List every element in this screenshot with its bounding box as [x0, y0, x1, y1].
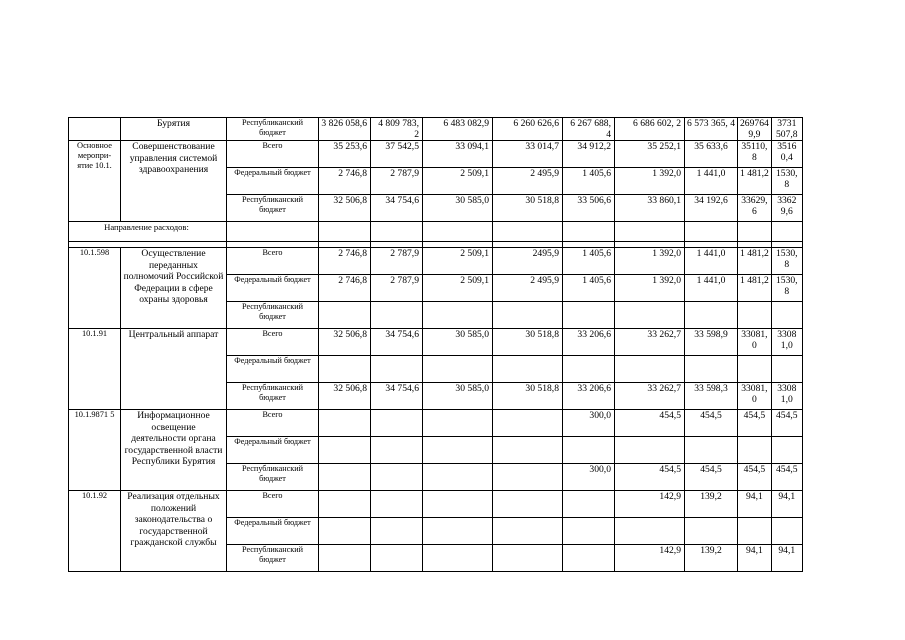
value-cell: 1 441,0 [685, 248, 738, 275]
value-cell [563, 491, 615, 518]
value-cell: 454,5 [615, 410, 685, 437]
value-cell: 94,1 [771, 545, 802, 572]
value-cell: 33 262,7 [615, 329, 685, 356]
funding-source-cell: Федеральный бюджет [227, 356, 319, 383]
value-cell: 33 014,7 [493, 141, 563, 168]
code-cell: 10.1.91 [69, 329, 121, 410]
value-cell: 2 746,8 [319, 168, 371, 195]
value-cell: 35 633,6 [685, 141, 738, 168]
budget-table [68, 117, 803, 572]
value-cell: 2 509,1 [423, 275, 493, 302]
value-cell: 3362 9,6 [771, 195, 802, 222]
value-cell [371, 545, 423, 572]
value-cell: 3308 1,0 [771, 383, 802, 410]
value-cell: 3731 507,8 [771, 118, 802, 141]
value-cell: 2 509,1 [423, 168, 493, 195]
value-cell: 1 405,6 [563, 275, 615, 302]
funding-source-cell: Всего [227, 410, 319, 437]
value-cell: 300,0 [563, 464, 615, 491]
value-cell [423, 464, 493, 491]
value-cell: 33 206,6 [563, 383, 615, 410]
empty-cell [319, 222, 371, 242]
value-cell: 3516 0,4 [771, 141, 802, 168]
value-cell: 454,5 [615, 464, 685, 491]
value-cell [685, 437, 738, 464]
value-cell: 2495,9 [493, 248, 563, 275]
value-cell: 34 192,6 [685, 195, 738, 222]
value-cell [563, 437, 615, 464]
value-cell [493, 464, 563, 491]
value-cell [493, 410, 563, 437]
value-cell [493, 302, 563, 329]
value-cell: 6 483 082,9 [423, 118, 493, 141]
value-cell: 1530, 8 [771, 168, 802, 195]
value-cell: 34 754,6 [371, 329, 423, 356]
value-cell: 454,5 [685, 410, 738, 437]
value-cell: 32 506,8 [319, 383, 371, 410]
value-cell [493, 545, 563, 572]
value-cell: 139,2 [685, 545, 738, 572]
activity-name-cell: Информационное освещение деятельности органа государственной власти Республики Бурятия [121, 410, 227, 491]
value-cell [771, 356, 802, 383]
value-cell [771, 518, 802, 545]
value-cell [615, 356, 685, 383]
value-cell [371, 518, 423, 545]
table-row [69, 118, 803, 141]
value-cell [423, 518, 493, 545]
value-cell: 32 506,8 [319, 195, 371, 222]
value-cell: 30 585,0 [423, 195, 493, 222]
value-cell [423, 302, 493, 329]
value-cell: 142,9 [615, 545, 685, 572]
value-cell [371, 356, 423, 383]
value-cell [423, 437, 493, 464]
value-cell: 33 206,6 [563, 329, 615, 356]
code-cell: Основное меропри-ятие 10.1. [69, 141, 121, 222]
value-cell: 34 754,6 [371, 383, 423, 410]
funding-source-cell: Федеральный бюджет [227, 518, 319, 545]
empty-cell [738, 222, 772, 242]
value-cell [615, 437, 685, 464]
value-cell: 1 481,2 [738, 275, 772, 302]
value-cell [563, 302, 615, 329]
value-cell [493, 518, 563, 545]
value-cell: 35 252,1 [615, 141, 685, 168]
value-cell: 94,1 [738, 491, 772, 518]
value-cell: 1530, 8 [771, 248, 802, 275]
value-cell [319, 518, 371, 545]
activity-name-cell: Осуществление переданных полномочий Российской Федерации в сфере охраны здоровья [121, 248, 227, 329]
value-cell: 142,9 [615, 491, 685, 518]
value-cell: 1 392,0 [615, 168, 685, 195]
value-cell: 4 809 783, 2 [371, 118, 423, 141]
value-cell [738, 518, 772, 545]
value-cell: 2 495,9 [493, 168, 563, 195]
value-cell: 33 860,1 [615, 195, 685, 222]
value-cell [423, 410, 493, 437]
value-cell [423, 356, 493, 383]
value-cell: 454,5 [738, 410, 772, 437]
value-cell: 454,5 [771, 410, 802, 437]
value-cell: 33 094,1 [423, 141, 493, 168]
value-cell [615, 302, 685, 329]
value-cell [371, 437, 423, 464]
funding-source-cell: Республиканский бюджет [227, 118, 319, 141]
value-cell: 6 686 602, 2 [615, 118, 685, 141]
value-cell: 1 405,6 [563, 248, 615, 275]
value-cell [423, 491, 493, 518]
activity-name-cell: Реализация отдельных положений законодательства о государственной гражданской службы [121, 491, 227, 572]
funding-source-cell: Федеральный бюджет [227, 275, 319, 302]
value-cell [493, 437, 563, 464]
empty-cell [771, 222, 802, 242]
empty-cell [371, 222, 423, 242]
funding-source-cell: Всего [227, 329, 319, 356]
code-cell: 10.1.9871 5 [69, 410, 121, 491]
value-cell [685, 356, 738, 383]
value-cell [738, 356, 772, 383]
funding-source-cell: Республиканский бюджет [227, 545, 319, 572]
value-cell: 300,0 [563, 410, 615, 437]
value-cell: 2 787,9 [371, 275, 423, 302]
value-cell [563, 545, 615, 572]
empty-cell [685, 222, 738, 242]
activity-name-cell: Центральный аппарат [121, 329, 227, 410]
funding-source-cell: Федеральный бюджет [227, 168, 319, 195]
code-cell: 10.1.92 [69, 491, 121, 572]
value-cell: 2 746,8 [319, 248, 371, 275]
value-cell: 454,5 [771, 464, 802, 491]
activity-name-cell: Совершенствование управления системой здравоохранения [121, 141, 227, 222]
value-cell [319, 545, 371, 572]
value-cell [615, 518, 685, 545]
value-cell [563, 518, 615, 545]
value-cell [685, 518, 738, 545]
value-cell: 1 481,2 [738, 168, 772, 195]
value-cell [771, 302, 802, 329]
value-cell [371, 410, 423, 437]
funding-source-cell: Республиканский бюджет [227, 383, 319, 410]
value-cell [319, 437, 371, 464]
value-cell: 3 826 058,6 [319, 118, 371, 141]
value-cell [685, 302, 738, 329]
empty-cell [563, 222, 615, 242]
value-cell: 6 573 365, 4 [685, 118, 738, 141]
value-cell: 1 481,2 [738, 248, 772, 275]
value-cell [563, 356, 615, 383]
value-cell: 35110, 8 [738, 141, 772, 168]
value-cell: 33 598,9 [685, 329, 738, 356]
value-cell: 1 441,0 [685, 275, 738, 302]
value-cell: 1 405,6 [563, 168, 615, 195]
empty-cell [423, 222, 493, 242]
value-cell [319, 302, 371, 329]
table-row [69, 141, 803, 168]
empty-cell [615, 222, 685, 242]
funding-source-cell: Всего [227, 248, 319, 275]
value-cell: 94,1 [738, 545, 772, 572]
value-cell [771, 437, 802, 464]
value-cell: 2 495,9 [493, 275, 563, 302]
value-cell [738, 302, 772, 329]
value-cell [319, 491, 371, 518]
value-cell: 1 392,0 [615, 248, 685, 275]
value-cell: 30 518,8 [493, 383, 563, 410]
empty-cell [227, 222, 319, 242]
value-cell [371, 491, 423, 518]
empty-cell [493, 222, 563, 242]
value-cell [423, 545, 493, 572]
value-cell: 2 787,9 [371, 248, 423, 275]
value-cell: 35 253,6 [319, 141, 371, 168]
funding-source-cell: Республиканский бюджет [227, 195, 319, 222]
expense-direction-label: Направление расходов: [69, 222, 227, 242]
value-cell: 6 267 688, 4 [563, 118, 615, 141]
table-row [69, 410, 803, 437]
value-cell: 269764 9,9 [738, 118, 772, 141]
value-cell [371, 302, 423, 329]
value-cell: 2 509,1 [423, 248, 493, 275]
funding-source-cell: Всего [227, 491, 319, 518]
value-cell: 1 392,0 [615, 275, 685, 302]
funding-source-cell: Федеральный бюджет [227, 437, 319, 464]
value-cell: 6 260 626,6 [493, 118, 563, 141]
funding-source-cell: Всего [227, 141, 319, 168]
value-cell: 37 542,5 [371, 141, 423, 168]
value-cell: 33 506,6 [563, 195, 615, 222]
value-cell: 1530, 8 [771, 275, 802, 302]
value-cell: 33 262,7 [615, 383, 685, 410]
value-cell: 30 518,8 [493, 195, 563, 222]
value-cell: 30 585,0 [423, 383, 493, 410]
value-cell: 33 598,3 [685, 383, 738, 410]
value-cell: 3308 1,0 [771, 329, 802, 356]
value-cell: 94,1 [771, 491, 802, 518]
activity-name-cell: Бурятия [121, 118, 227, 141]
code-cell [69, 118, 121, 141]
code-cell: 10.1.598 [69, 248, 121, 329]
value-cell: 2 746,8 [319, 275, 371, 302]
table-row [69, 491, 803, 518]
value-cell: 33081, 0 [738, 383, 772, 410]
value-cell [319, 410, 371, 437]
value-cell: 1 441,0 [685, 168, 738, 195]
value-cell: 34 912,2 [563, 141, 615, 168]
table-row [69, 222, 803, 242]
table-row [69, 329, 803, 356]
value-cell: 454,5 [738, 464, 772, 491]
value-cell [738, 437, 772, 464]
funding-source-cell: Республиканский бюджет [227, 302, 319, 329]
value-cell: 30 585,0 [423, 329, 493, 356]
value-cell [493, 356, 563, 383]
table-row [69, 248, 803, 275]
value-cell: 33629, 6 [738, 195, 772, 222]
value-cell [319, 464, 371, 491]
value-cell [319, 356, 371, 383]
value-cell: 34 754,6 [371, 195, 423, 222]
funding-source-cell: Республиканский бюджет [227, 464, 319, 491]
value-cell: 454,5 [685, 464, 738, 491]
value-cell [493, 491, 563, 518]
value-cell: 32 506,8 [319, 329, 371, 356]
value-cell: 30 518,8 [493, 329, 563, 356]
value-cell [371, 464, 423, 491]
value-cell: 33081, 0 [738, 329, 772, 356]
value-cell: 139,2 [685, 491, 738, 518]
value-cell: 2 787,9 [371, 168, 423, 195]
